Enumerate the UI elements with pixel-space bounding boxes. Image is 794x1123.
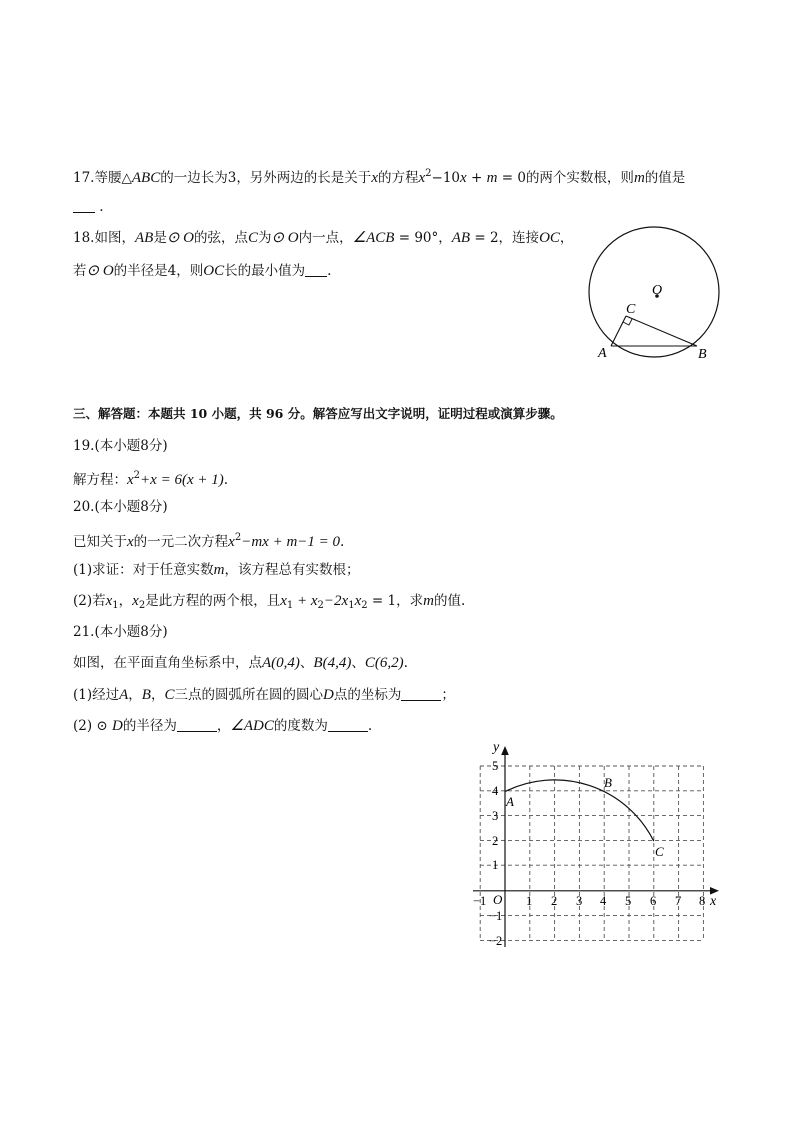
- q21-coordinate-graph: [465, 735, 725, 950]
- x-tick-labels: [473, 894, 705, 908]
- segment-ac: [611, 316, 626, 346]
- x-tick: 8: [699, 894, 706, 908]
- q17-line1: 17.等腰△ABC的一边长为3，另外两边的长是关于x的方程$x^2-10x + m = 0$的两个实数根，则m的值是: [73, 168, 686, 186]
- label-c: C: [626, 302, 636, 317]
- grid-lines: [480, 766, 706, 940]
- point-label-c: C: [655, 844, 664, 859]
- answer-blank[interactable]: [401, 688, 441, 701]
- point-label-b: B: [604, 775, 612, 790]
- answer-blank[interactable]: [305, 264, 327, 277]
- q18-line1: 18.如图，AB是⊙ O的弦，点C为⊙ O内一点，∠ACB = 90°，AB = 2，连接OC，: [73, 230, 574, 246]
- label-a: A: [598, 346, 607, 361]
- segment-cb: [626, 316, 697, 346]
- q21-line1: 如图，在平面直角坐标系中，点A(0,4)、B(4,4)、C(6,2).: [73, 655, 408, 671]
- y-axis-arrow-icon: [501, 746, 509, 755]
- y-tick: 2: [492, 834, 499, 848]
- y-tick: 5: [492, 759, 499, 773]
- x-tick: 3: [576, 894, 583, 908]
- x-tick: 1: [526, 894, 533, 908]
- point-label-a: A: [506, 794, 514, 809]
- x-tick: −1: [473, 894, 487, 908]
- q20-header: 20.(本小题8分): [73, 499, 168, 515]
- q18-line2: 若⊙ O的半径是4，则OC长的最小值为 .: [73, 263, 332, 279]
- x-tick: 2: [551, 894, 558, 908]
- q17-line2: .: [73, 198, 104, 216]
- answer-blank[interactable]: [177, 719, 217, 732]
- y-axis-label: y: [493, 740, 500, 755]
- x-axis-label: x: [710, 894, 717, 909]
- q21-header: 21.(本小题8分): [73, 624, 168, 640]
- y-tick: 4: [492, 784, 499, 798]
- y-tick: −2: [489, 934, 503, 948]
- q20-part1: (1)求证：对于任意实数m，该方程总有实数根；: [73, 562, 360, 578]
- section-3-header: 三、解答题：本题共 10 小题，共 96 分。解答应写出文字说明，证明过程或演算步骤。: [73, 406, 563, 421]
- q18-circle-figure: [580, 225, 730, 365]
- origin-label: O: [493, 892, 503, 907]
- label-b: B: [698, 347, 707, 362]
- q21-part1: (1)经过A，B，C三点的圆弧所在圆的圆心D点的坐标为 ；: [73, 687, 455, 703]
- q20-line1: 已知关于x的一元二次方程$x^2-mx + m-1 = 0$.: [73, 532, 345, 550]
- x-tick: 7: [675, 894, 682, 908]
- q19-body: 解方程：$x^2+x = 6(x + 1)$.: [73, 470, 229, 488]
- y-tick: 3: [492, 809, 499, 823]
- y-tick: 1: [492, 858, 499, 872]
- y-tick: −1: [489, 909, 503, 923]
- answer-blank[interactable]: [73, 200, 95, 213]
- x-tick: 6: [650, 894, 657, 908]
- q19-header: 19.(本小题8分): [73, 438, 168, 454]
- answer-blank[interactable]: [328, 719, 368, 732]
- y-tick-labels: [489, 759, 502, 948]
- x-tick: 4: [600, 894, 607, 908]
- q21-part2: (2) ⊙ D的半径为 ，∠ADC的度数为 .: [73, 718, 373, 734]
- x-tick: 5: [625, 894, 632, 908]
- label-o: O: [652, 283, 663, 298]
- q20-part2: (2)若$x_1$，$x_2$是此方程的两个根，且$x_1 + x_2-2x_1x_2 = 1$，求m的值.: [73, 593, 466, 611]
